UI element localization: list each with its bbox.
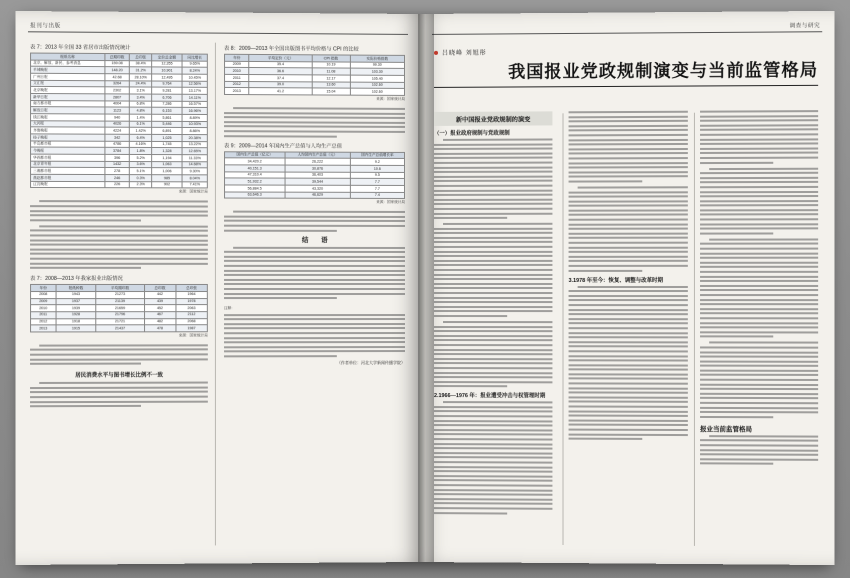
t7-col-4: 同比增长 — [182, 54, 207, 61]
t8-col-1: 平均定价（元） — [249, 54, 312, 61]
t8-col-2: CPI 指数 — [312, 55, 350, 62]
t7b-col-3: 总印数 — [144, 285, 176, 292]
table-row: 燕赵都市报 246 0.3% 985 8.04% — [31, 174, 208, 181]
table-row: 北京、解放、新民、参考消息 159.08 38.4% 12,355 9.65% — [31, 60, 208, 68]
left-header-rule — [28, 31, 408, 35]
subhead-3: 3.1978 年至今：恢复、调整与改革时期 — [568, 277, 663, 284]
table-row: 北京晚报 2302 3.1% 9,281 13.17% — [31, 87, 208, 95]
table-row: 辽沈晚报 226 2.3% 902 7.41% — [31, 181, 208, 188]
table-row: 47,310.4 36,403 9.5 — [225, 171, 405, 178]
table-row: 2012 39.0 13.60 102.60 — [225, 81, 405, 89]
article-byline — [434, 45, 818, 57]
t9-col-0: 国内生产总值（亿元） — [225, 151, 285, 158]
table-row: 扬子晚报 342 6.4% 1,025 20.38% — [31, 134, 208, 141]
table-8 — [224, 54, 405, 96]
left-running-head: 报刊与出版 — [30, 23, 61, 30]
table-row: 华西都市报 396 5.2% 1,194 11.33% — [31, 154, 208, 161]
table-row: 今晚报 3784 1.8% 1,328 12.65% — [31, 147, 208, 154]
right-c3-paragraph-5 — [700, 435, 818, 465]
right-c1-paragraph-4 — [434, 401, 552, 514]
table-row: 2013 41.2 15.04 102.60 — [225, 88, 405, 96]
table-row: 2010 36.6 11.08 103.30 — [225, 68, 405, 76]
mid-body-paragraph-1 — [224, 107, 405, 137]
t7-col-0: 报纸名称 — [31, 53, 105, 60]
right-c3-paragraph-4 — [700, 342, 818, 418]
table-row: 齐鲁晚报 4224 1.42% 6,891 8.86% — [31, 127, 208, 134]
t7-col-2: 总印张 — [130, 54, 152, 61]
left-page — [16, 11, 420, 565]
t7b-col-4: 总印张 — [176, 285, 208, 292]
left-subheading: 居民消费水平与图书增长比例不一致 — [75, 372, 163, 380]
t7b-col-1: 报纸种数 — [56, 285, 96, 292]
table-row: 文汇报 3264 24.4% 9,764 12.56% — [31, 80, 208, 88]
author-affiliation: （作者单位：河北大学新闻传播学院） — [336, 359, 405, 366]
table-row: 56,884.5 43,320 7.7 — [225, 185, 405, 192]
t7-col-1: 总期印数 — [104, 54, 129, 61]
subhead-2: 2.1966—1976 年：报业遭受冲击与权管理时期 — [434, 393, 546, 400]
t7-col-3: 定价总金额 — [152, 54, 182, 61]
notes-heading: 注释： — [224, 306, 235, 311]
right-c3-paragraph-3 — [700, 238, 818, 338]
mid-body-paragraph-3 — [224, 246, 405, 299]
right-running-head: 调查与研究 — [789, 23, 821, 30]
right-c2-paragraph-1 — [569, 111, 688, 183]
article-title: 我国报业党政规制演变与当前监管格局 — [508, 60, 819, 82]
left-column-rule — [215, 43, 216, 546]
bullet-dot-icon — [434, 51, 438, 55]
table-row: 广州日报 42.68 28.10% 12,495 10.45% — [31, 73, 208, 81]
right-header-rule — [432, 31, 822, 35]
table-row: 2012 1918 21721 482 2068 — [31, 318, 208, 325]
title-rule — [434, 84, 818, 87]
section-box-heading: 新中国报业党政规制的演变 — [434, 111, 552, 126]
right-c3-paragraph-1 — [700, 110, 818, 163]
table-7b-source: 来源：国家统计局 — [178, 333, 208, 338]
right-c1-paragraph-1 — [434, 138, 552, 219]
table-7-source: 来源：国家统计局 — [178, 189, 208, 194]
right-column-rule-1 — [563, 113, 564, 545]
table-row: 2009 35.4 10.19 99.30 — [225, 61, 405, 69]
left-body-paragraph-1 — [30, 201, 208, 222]
table-row: 钱江晚报 940 1.4% 5,861 8.89% — [31, 114, 208, 122]
table-row: 2009 1937 21139 439 1978 — [31, 298, 208, 305]
table-9-body — [225, 158, 405, 199]
table-row: 34,420.2 26,222 9.2 — [225, 158, 405, 165]
left-col-2 — [224, 45, 405, 367]
table-row: 40,151.3 30,876 10.6 — [225, 165, 405, 172]
subhead-1: （一）报业政府规制与党政规制 — [434, 130, 510, 137]
t9-col-2: 国内生产总值增长率 — [350, 152, 404, 159]
table-7b — [30, 284, 208, 332]
table-8-caption: 表 8：2009—2013 年全国出版图书平均价格与 CPI 的比较 — [224, 45, 359, 53]
magazine-spread — [20, 14, 830, 562]
table-row: 2008 1943 21273 442 1964 — [31, 291, 208, 298]
table-7-body — [31, 60, 208, 189]
left-body-paragraph-4 — [30, 382, 208, 408]
table-row: 解放日报 1123 4.8% 6,153 16.96% — [31, 107, 208, 115]
right-c1-paragraph-3 — [434, 321, 552, 388]
right-column-rule-2 — [694, 113, 695, 546]
t7b-col-2: 平均期印数 — [96, 285, 144, 292]
table-9-source: 来源：国家统计局 — [376, 200, 405, 205]
notes-list — [224, 314, 405, 358]
left-body-paragraph-2 — [30, 225, 208, 269]
table-9 — [224, 151, 405, 199]
article-title-block — [434, 45, 818, 87]
right-c1-paragraph-2 — [434, 223, 552, 317]
right-c2-paragraph-2 — [569, 186, 688, 271]
table-row: 南方都市报 4004 6.8% 7,286 16.57% — [31, 100, 208, 108]
author-names: 吕晓峰 刘旭彤 — [442, 50, 487, 57]
table-7b-caption: 表 7：2008—2013 年我家报业出版情况 — [30, 276, 123, 283]
table-row: 羊城晚报 148.20 31.2% 10,901 8.24% — [31, 67, 208, 75]
t7b-col-0: 年份 — [31, 285, 56, 292]
table-7 — [30, 53, 208, 189]
conclusion-heading: 结 语 — [301, 236, 328, 244]
table-row: 新华日报 2807 3.4% 6,706 14.11% — [31, 93, 208, 101]
table-row: 63,646.3 46,629 7.4 — [225, 192, 405, 199]
table-row: 2011 37.4 12.17 105.40 — [225, 74, 405, 82]
t8-col-0: 年份 — [225, 54, 250, 61]
right-c3-paragraph-2 — [700, 167, 818, 234]
table-row: 大河报 4026 6.1% 5,446 10.93% — [31, 120, 208, 128]
table-7b-body — [31, 291, 208, 331]
table-row: 2013 1915 21437 478 1987 — [31, 325, 208, 332]
table-8-source: 来源：国家统计局 — [376, 96, 405, 101]
table-row: 三湘都市报 278 5.1% 1,006 9.30% — [31, 168, 208, 175]
t9-col-1: 人均国内生产总值（元） — [285, 152, 351, 159]
table-9-caption: 表 9：2009—2014 年国内生产总值与人均生产总值 — [224, 142, 342, 150]
subhead-4: 报业当前监管格局 — [700, 425, 752, 434]
table-8-body — [225, 61, 405, 95]
right-col-1 — [434, 111, 552, 517]
table-row: 51,932.2 39,544 7.7 — [225, 178, 405, 185]
right-c2-paragraph-3 — [569, 286, 688, 441]
mid-body-paragraph-2 — [224, 211, 405, 232]
right-col-3 — [700, 110, 818, 468]
table-row: 北京青年报 1432 3.6% 1,063 14.68% — [31, 161, 208, 168]
left-col-1 — [30, 43, 208, 410]
t8-col-3: 实际价格指数 — [350, 55, 404, 62]
table-row: 2011 1928 21796 467 2112 — [31, 311, 208, 318]
left-body-paragraph-3 — [30, 344, 208, 365]
right-col-2 — [569, 111, 688, 443]
table-row: 2010 1939 21659 452 2063 — [31, 305, 208, 312]
table-row: 半岛都市报 4786 4.16% 1,745 13.22% — [31, 141, 208, 148]
right-page — [420, 11, 834, 565]
table-7-caption: 表 7：2013 年全国 33 省居市出版情况统计 — [30, 44, 131, 52]
